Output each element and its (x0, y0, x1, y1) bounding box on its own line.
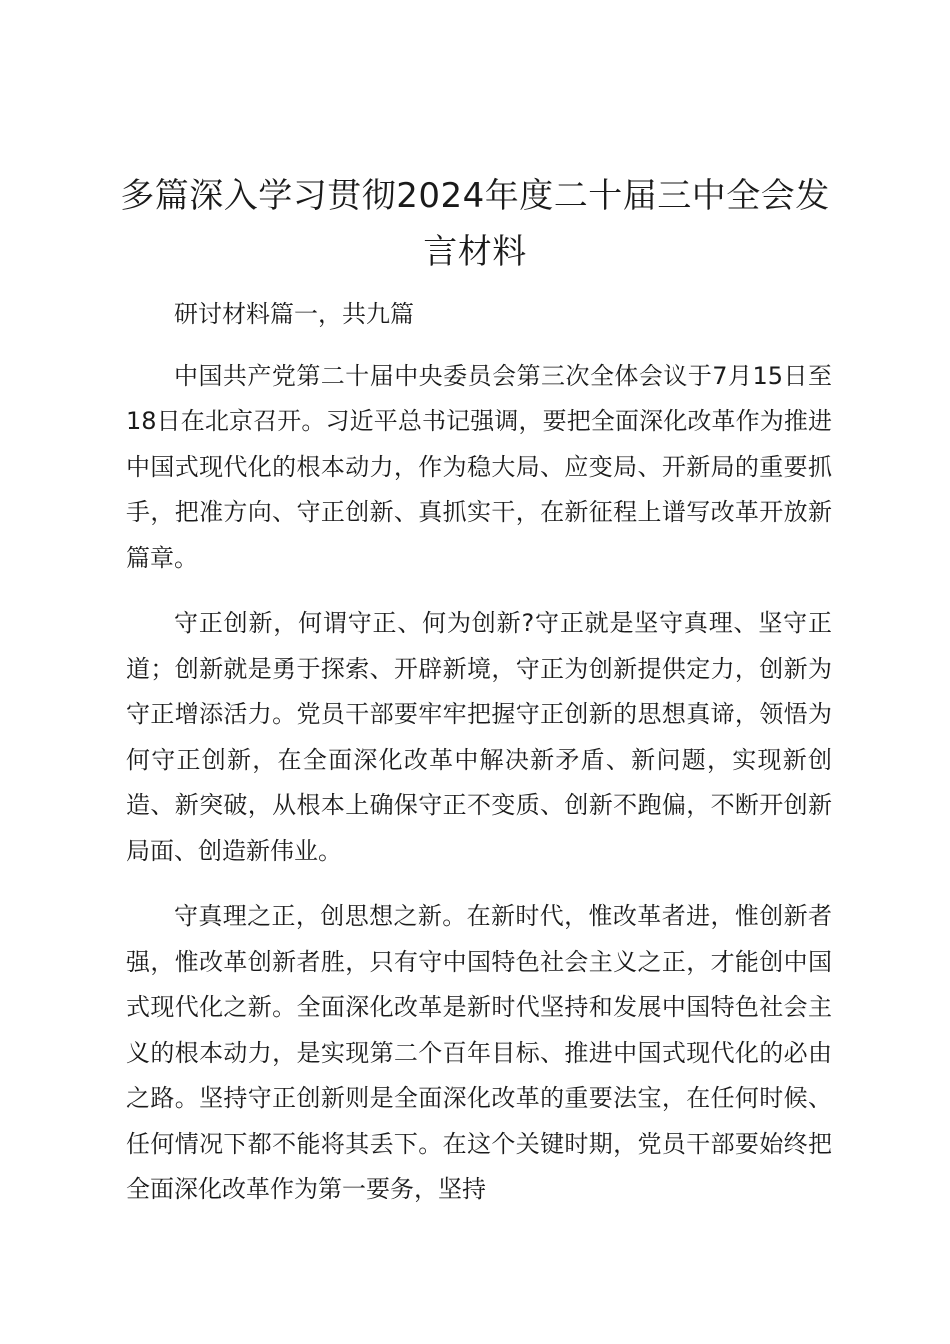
paragraph-2: 守正创新，何谓守正、何为创新?守正就是坚守真理、坚守正道；创新就是勇于探索、开辟新境，守正为创新提供定力，创新为守正增添活力。党员干部要牢牢把握守正创新的思想真谛，领悟为何守正创新，在全面深化改革中解决新矛盾、新问题，实现新创造、新突破，从根本上确保守正不变质、创新不跑偏，不断开创新局面、创造新伟业。 (126, 609, 832, 865)
document-subtitle: 研讨材料篇一，共九篇 (174, 300, 414, 328)
document-body (126, 292, 832, 1213)
document-title: 多篇深入学习贯彻2024年度二十届三中全会发言材料 (120, 176, 830, 272)
paragraph-1: 中国共产党第二十届中央委员会第三次全体会议于7月15日至18日在北京召开。习近平总书记强调，要把全面深化改革作为推进中国式现代化的根本动力，作为稳大局、应变局、开新局的重要抓手，把准方向、守正创新、真抓实干，在新征程上谱写改革开放新篇章。 (126, 361, 832, 572)
paragraph-3: 守真理之正，创思想之新。在新时代，惟改革者进，惟创新者强，惟改革创新者胜，只有守中国特色社会主义之正，才能创中国式现代化之新。全面深化改革是新时代坚持和发展中国特色社会主义的根本动力，是实现第二个百年目标、推进中国式现代化的必由之路。坚持守正创新则是全面深化改革的重要法宝，在任何时候、任何情况下都不能将其丢下。在这个关键时期，党员干部要始终把全面深化改革作为第一要务，坚持 (126, 902, 832, 1203)
